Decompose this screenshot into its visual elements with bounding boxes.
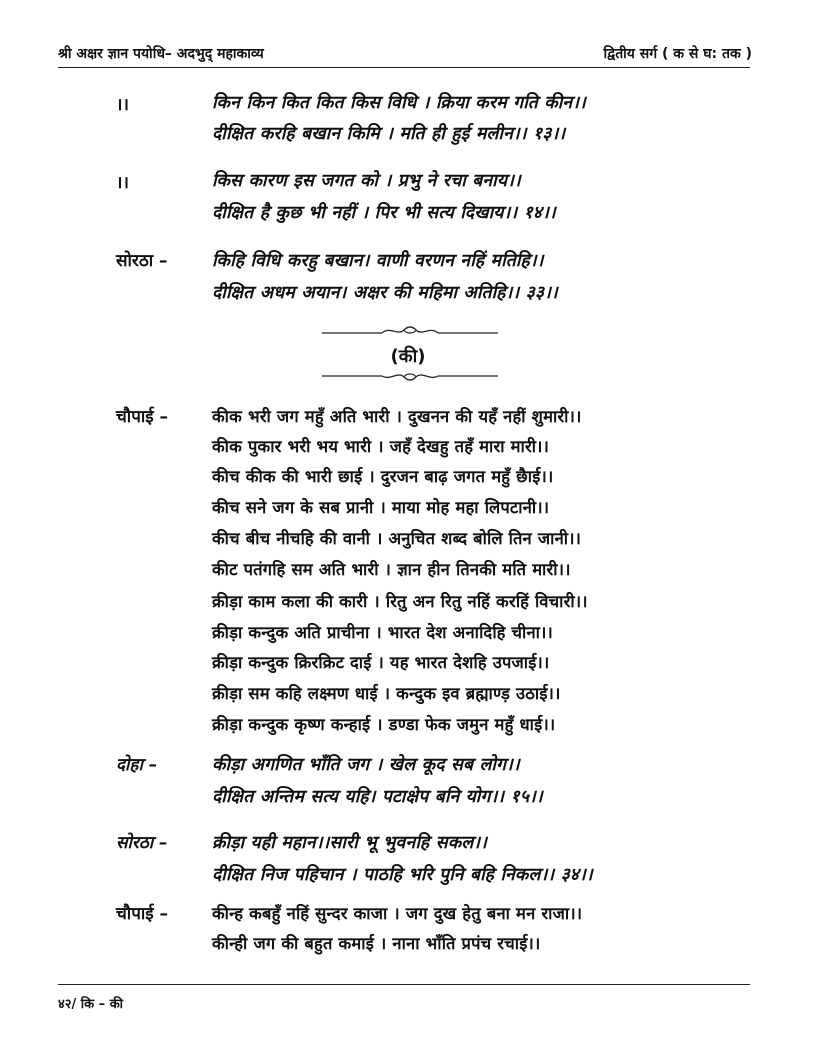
verse-label: ।। (116, 173, 129, 193)
verse-line: क्रीड़ा काम कला की कारी । रितु अन रितु नहिं करहिं विचारी।। (212, 592, 588, 611)
section-heading: (की) (390, 346, 426, 367)
verse-line: कीट पतंगहि सम अति भारी । ज्ञान हीन तिनकी मति मारी।। (212, 560, 571, 579)
running-header-section: द्वितीय सर्ग ( क से घ: तक ) (603, 46, 752, 62)
verse-line: किन किन कित कित किस विधि । क्रिया करम गति कीन।। (212, 93, 587, 113)
verse-label: ।। (116, 95, 129, 115)
verse-line: दीक्षित अधम अयान। अक्षर की महिमा अतिहि।। ३३।। (212, 283, 558, 303)
verse-label: सोरठा – (116, 833, 168, 853)
ornament-divider-bottom (320, 369, 500, 383)
verse-line: कीक पुकार भरी भय भारी । जहँ देखहु तहँ मारा मारी।। (212, 437, 550, 456)
verse-line: क्रीड़ा यही महान।।सारी भू भुवनहि सकल।। (212, 833, 488, 853)
header-rule (58, 67, 750, 68)
verse-label: सोरठा – (116, 251, 168, 271)
verse-line: कीच बीच नीचहि की वानी । अनुचित शब्द बोलि तिन जानी।। (212, 529, 582, 548)
verse-label: दोहा – (116, 755, 158, 775)
verse-line: कीक भरी जग महुँ अति भारी । दुखनन की यहँ नहीं शुमारी।। (212, 407, 582, 426)
verse-label: चौपाई – (116, 407, 169, 427)
verse-line: किहि विधि करहु बखान। वाणी वरणन नहिं मतिहि।। (212, 251, 544, 271)
verse-line: दीक्षित करहि बखान किमि । मति ही हुई मलीन।। १३।। (212, 124, 566, 144)
verse-line: दीक्षित है कुछ भी नहीं । पिर भी सत्य दिखाय।। १४।। (212, 203, 556, 223)
verse-line: कीन्ह कबहुँ नहिं सुन्दर काजा । जग दुख हेतु बना मन राजा।। (212, 904, 583, 923)
page-footer: ४२/ कि – की (58, 997, 124, 1012)
running-header-title: श्री अक्षर ज्ञान पयोधि– अदभुद् महाकाव्य (58, 46, 264, 62)
verse-line: दीक्षित अन्तिम सत्य यहि। पटाक्षेप बनि योग।। १५।। (212, 787, 543, 807)
verse-line: कीच सने जग के सब प्रानी । माया मोह महा लिपटानी।। (212, 498, 550, 517)
footer-rule (58, 984, 750, 985)
verse-label: चौपाई – (116, 904, 169, 924)
verse-line: क्रीड़ा कन्दुक अति प्राचीना । भारत देश अनादिहि चीना।। (212, 623, 553, 642)
verse-line: किस कारण इस जगत को । प्रभु ने रचा बनाय।। (212, 171, 521, 191)
verse-line: क्रीड़ा कन्दुक कृष्ण कन्हाई । डण्डा फेक जमुन महुँ धाई।। (212, 715, 556, 734)
ornament-divider-top (320, 324, 500, 338)
verse-line: क्रीड़ा सम कहि लक्ष्मण धाई । कन्दुक इव ब्रह्माण्ड़ उठाई।। (212, 684, 561, 703)
verse-line: दीक्षित निज पहिचान । पाठहि भरि पुनि बहि निकल।। ३४।। (212, 865, 593, 885)
verse-line: कीच कीक की भारी छाई । दुरजन बाढ़ जगत महुँ छैाई।। (212, 467, 554, 486)
verse-line: कीड़ा अगणित भाँति जग । खेल कूद सब लोग।। (212, 755, 520, 775)
verse-line: कीन्ही जग की बहुत कमाई । नाना भाँति प्रपंच रचाई।। (212, 934, 541, 953)
verse-line: क्रीड़ा कन्दुक क्रिरक्रिट दाई । यह भारत देशहि उपजाई।। (212, 653, 550, 672)
